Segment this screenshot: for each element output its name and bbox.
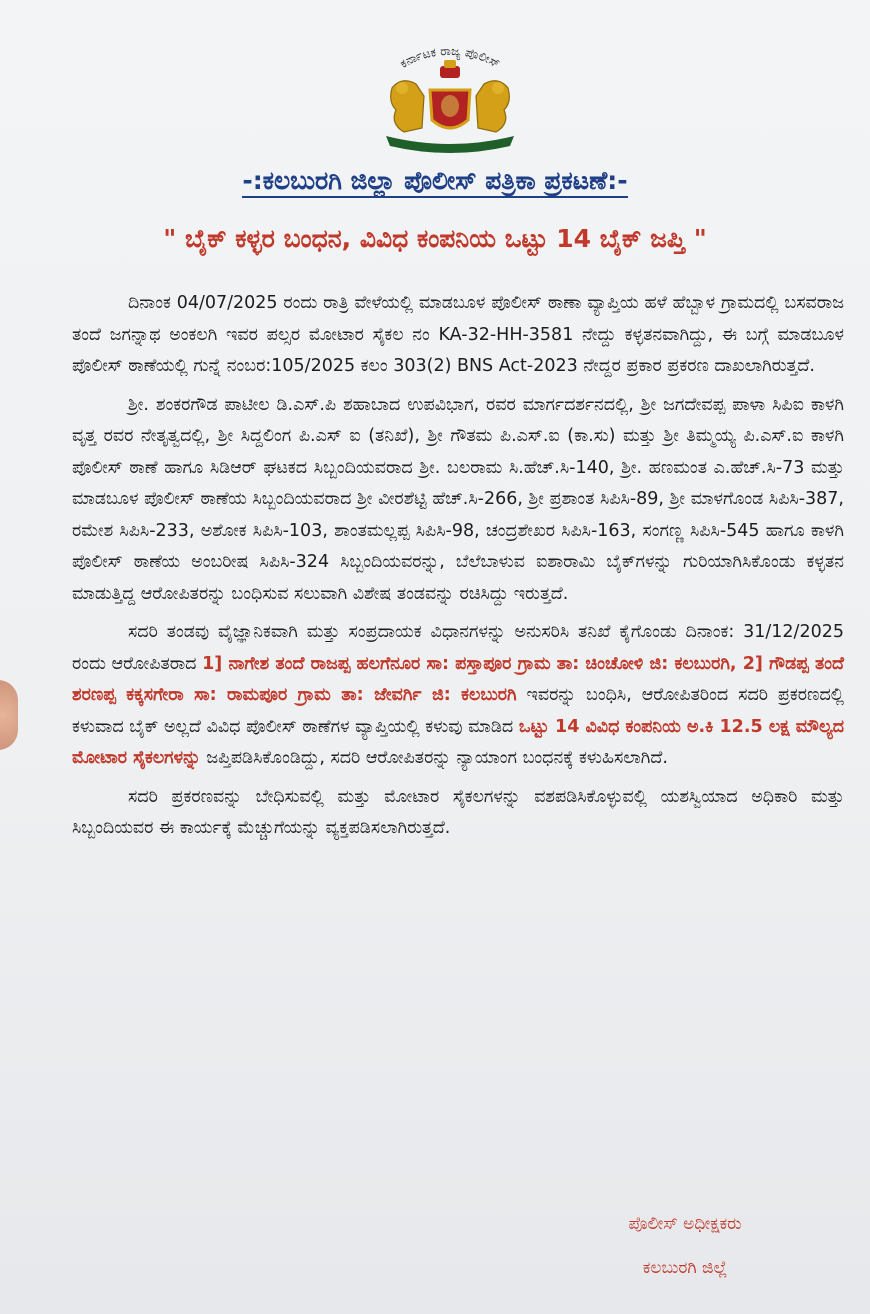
emblem-arc-text: ಕರ್ನಾಟಕ ರಾಜ್ಯ ಪೊಲೀಸ್	[397, 48, 503, 71]
paragraph-3: ಸದರಿ ತಂಡವು ವೈಜ್ಞಾನಿಕವಾಗಿ ಮತ್ತು ಸಂಪ್ರದಾಯಕ ವಿಧಾನಗಳನ್ನು ಅನುಸರಿಸಿ ತನಿಖೆ ಕೈಗೊಂಡು ದಿನಾಂಕ: 31/12/2025 ರಂದು ಆರೋಪಿತರಾದ 1] ನಾಗೇಶ ತಂದೆ ರಾಜಪ್ಪ ಹಲಗೆನೂರ ಸಾ: ಪಸ್ತಾಪೂರ ಗ್ರಾಮ ತಾ: ಚಿಂಚೋಳಿ ಜಿ: ಕಲಬುರಗಿ, 2] ಗೌಡಪ್ಪ ತಂದೆ ಶರಣಪ್ಪ ಕಕ್ಕಸಗೇರಾ ಸಾ: ರಾಮಪೂರ ಗ್ರಾಮ ತಾ: ಜೇವರ್ಗಿ ಜಿ: ಕಲಬುರಗಿ ಇವರನ್ನು ಬಂಧಿಸಿ, ಆರೋಪಿತರಿಂದ ಸದರಿ ಪ್ರಕರಣದಲ್ಲಿ ಕಳುವಾದ ಬೈಕ್ ಅಲ್ಲದೆ ವಿವಿಧ ಪೊಲೀಸ್ ಠಾಣೆಗಳ ವ್ಯಾಪ್ತಿಯಲ್ಲಿ ಕಳುವು ಮಾಡಿದ ಒಟ್ಟು 14 ವಿವಿಧ ಕಂಪನಿಯ ಅ.ಕಿ 12.5 ಲಕ್ಷ ಮೌಲ್ಯದ ಮೋಟಾರ ಸೈಕಲಗಳನ್ನು ಜಪ್ತಿಪಡಿಸಿಕೊಂಡಿದ್ದು, ಸದರಿ ಆರೋಪಿತರನ್ನು ನ್ಯಾಯಾಂಗ ಬಂಧನಕ್ಕೆ ಕಳುಹಿಸಲಾಗಿದೆ.	[72, 622, 845, 768]
seized-bikes-highlight: ಒಟ್ಟು 14 ವಿವಿಧ ಕಂಪನಿಯ ಅ.ಕಿ 12.5 ಲಕ್ಷ ಮೌಲ್ಯದ ಮೋಟಾರ ಸೈಕಲಗಳನ್ನು	[72, 716, 845, 768]
signature-title: ಪೊಲೀಸ್ ಅಧೀಕ್ಷಕರು	[628, 1214, 742, 1234]
karnataka-state-police-emblem-icon	[360, 48, 540, 158]
paragraph-2: ಶ್ರೀ. ಶಂಕರಗೌಡ ಪಾಟೀಲ ಡಿ.ಎಸ್.ಪಿ ಶಹಾಬಾದ ಉಪವಿಭಾಗ, ರವರ ಮಾರ್ಗದರ್ಶನದಲ್ಲಿ, ಶ್ರೀ ಜಗದೇವಪ್ಪ ಪಾಳಾ ಸಿಪಿಐ ಕಾಳಗಿ ವೃತ್ತ ರವರ ನೇತೃತ್ವದಲ್ಲಿ, ಶ್ರೀ ಸಿದ್ದಲಿಂಗ ಪಿ.ಎಸ್ ಐ (ತನಿಖೆ), ಶ್ರೀ ಗೌತಮ ಪಿ.ಎಸ್.ಐ (ಕಾ.ಸು) ಮತ್ತು ಶ್ರೀ ತಿಮ್ಮಯ್ಯ ಪಿ.ಎಸ್.ಐ ಕಾಳಗಿ ಪೊಲೀಸ್ ಠಾಣೆ ಹಾಗೂ ಸಿಡಿಆರ್ ಘಟಕದ ಸಿಬ್ಬಂದಿಯವರಾದ ಶ್ರೀ. ಬಲರಾಮ ಸಿ.ಹೆಚ್.ಸಿ-140, ಶ್ರೀ. ಹಣಮಂತ ಎ.ಹೆಚ್.ಸಿ-73 ಮತ್ತು ಮಾಡಬೂಳ ಪೊಲೀಸ್ ಠಾಣೆಯ ಸಿಬ್ಬಂದಿಯವರಾದ ಶ್ರೀ ವೀರಶೆಟ್ಟಿ ಹೆಚ್.ಸಿ-266, ಶ್ರೀ ಪ್ರಶಾಂತ ಸಿಪಿಸಿ-89, ಶ್ರೀ ಮಾಳಗೊಂಡ ಸಿಪಿಸಿ-387, ರಮೇಶ ಸಿಪಿಸಿ-233, ಅಶೋಕ ಸಿಪಿಸಿ-103, ಶಾಂತಮಲ್ಲಪ್ಪ ಸಿಪಿಸಿ-98, ಚಂದ್ರಶೇಖರ ಸಿಪಿಸಿ-163, ಸಂಗಣ್ಣ ಸಿಪಿಸಿ-545 ಹಾಗೂ ಕಾಳಗಿ ಪೊಲೀಸ್ ಠಾಣೆಯ ಅಂಬರೀಷ ಸಿಪಿಸಿ-324 ಸಿಬ್ಬಂದಿಯವರನ್ನು, ಬೆಲೆಬಾಳುವ ಐಶಾರಾಮಿ ಬೈಕ್‌ಗಳನ್ನು ಗುರಿಯಾಗಿಸಿಕೊಂಡು ಕಳ್ಳತನ ಮಾಡುತ್ತಿದ್ದ ಆರೋಪಿತರನ್ನು ಬಂಧಿಸುವ ಸಲುವಾಗಿ ವಿಶೇಷ ತಂಡವನ್ನು ರಚಿಸಿದ್ದು ಇರುತ್ತದೆ.	[72, 394, 844, 604]
police-emblem	[360, 48, 540, 158]
page-subtitle: " ಬೈಕ್ ಕಳ್ಳರ ಬಂಧನ, ವಿವಿಧ ಕಂಪನಿಯ ಒಟ್ಟು 14 ಬೈಕ್ ಜಪ್ತಿ "	[163, 224, 707, 253]
paragraph-4: ಸದರಿ ಪ್ರಕರಣವನ್ನು ಬೇಧಿಸುವಲ್ಲಿ ಮತ್ತು ಮೋಟಾರ ಸೈಕಲಗಳನ್ನು ವಶಪಡಿಸಿಕೊಳ್ಳುವಲ್ಲಿ ಯಶಸ್ವಿಯಾದ ಅಧಿಕಾರಿ ಮತ್ತು ಸಿಬ್ಬಂದಿಯವರ ಈ ಕಾರ್ಯಕ್ಕೆ ಮೆಚ್ಚುಗೆಯನ್ನು ವ್ಯಕ್ತಪಡಿಸಲಾಗಿರುತ್ತದೆ.	[72, 786, 844, 838]
signature-district: ಕಲಬುರಗಿ ಜಿಲ್ಲೆ	[642, 1258, 728, 1278]
page-title: -:ಕಲಬುರಗಿ ಜಿಲ್ಲಾ ಪೊಲೀಸ್ ಪತ್ರಿಕಾ ಪ್ರಕಟಣೆ:-	[0, 166, 870, 196]
finger-edge	[0, 680, 18, 750]
accused-details: 1] ನಾಗೇಶ ತಂದೆ ರಾಜಪ್ಪ ಹಲಗೆನೂರ ಸಾ: ಪಸ್ತಾಪೂರ ಗ್ರಾಮ ತಾ: ಚಿಂಚೋಳಿ ಜಿ: ಕಲಬುರಗಿ, 2] ಗೌಡಪ್ಪ ತಂದೆ ಶರಣಪ್ಪ ಕಕ್ಕಸಗೇರಾ ಸಾ: ರಾಮಪೂರ ಗ್ರಾಮ ತಾ: ಜೇವರ್ಗಿ ಜಿ: ಕಲಬುರಗಿ	[72, 653, 844, 705]
paragraph-1: ದಿನಾಂಕ 04/07/2025 ರಂದು ರಾತ್ರಿ ವೇಳೆಯಲ್ಲಿ ಮಾಡಬೂಳ ಪೊಲೀಸ್ ಠಾಣಾ ವ್ಯಾಪ್ತಿಯ ಹಳೆ ಹೆಬ್ಬಾಳ ಗ್ರಾಮದಲ್ಲಿ ಬಸವರಾಜ ತಂದೆ ಜಗನ್ನಾಥ ಅಂಕಲಗಿ ಇವರ ಪಲ್ಸರ ಮೋಟಾರ ಸೈಕಲ ನಂ KA-32-HH-3581 ನೇದ್ದು ಕಳ್ಳತನವಾಗಿದ್ದು, ಈ ಬಗ್ಗೆ ಮಾಡಬೂಳ ಪೊಲೀಸ್ ಠಾಣೆಯಲ್ಲಿ ಗುನ್ನೆ ನಂಬರ:105/2025 ಕಲಂ 303(2) BNS Act-2023 ನೇದ್ದರ ಪ್ರಕಾರ ಪ್ರಕರಣ ದಾಖಲಾಗಿರುತ್ತದೆ.	[72, 293, 844, 376]
press-release-body	[72, 288, 844, 852]
